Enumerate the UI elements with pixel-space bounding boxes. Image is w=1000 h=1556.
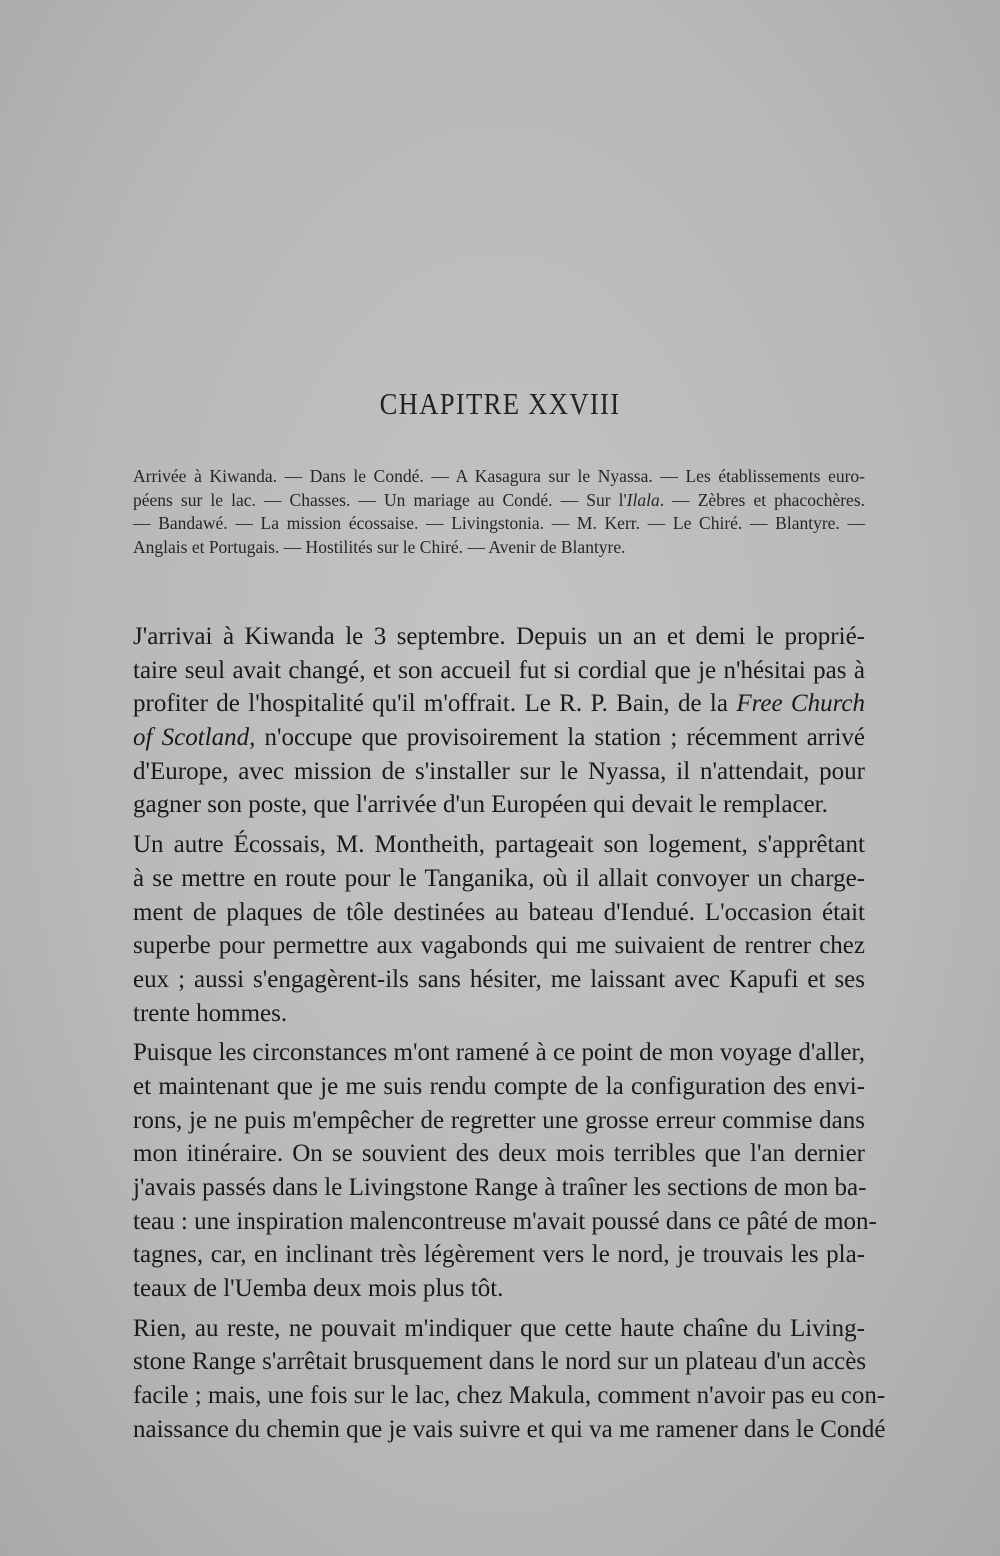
text-line: facile ; mais, une fois sur le lac, chez Makula, comment n'avoir pas eu con- [133, 1382, 886, 1410]
text-line: profiter de l'hospitalité qu'il m'offrait. Le R. P. Bain, de la Free Church [133, 690, 865, 718]
body-text [133, 620, 886, 1447]
text-line: superbe pour permettre aux vagabonds qui me suivaient de rentrer chez [133, 932, 865, 960]
text-line: Puisque les circonstances m'ont ramené à ce point de mon voyage d'aller, [133, 1039, 865, 1067]
text-line: of Scotland, n'occupe que provisoirement la station ; récemment arrivé [133, 724, 865, 752]
paragraph [133, 1036, 877, 1306]
text-line: d'Europe, avec mission de s'installer sur le Nyassa, il n'attendait, pour [133, 757, 865, 785]
text-line: rons, je ne puis m'empêcher de regretter une grosse erreur commise dans [133, 1106, 865, 1134]
text-line: et maintenant que je me suis rendu compte de la configuration des envi- [133, 1072, 865, 1100]
text-line: Rien, au reste, ne pouvait m'indiquer que cette haute chaîne du Living- [133, 1314, 865, 1342]
text-line: teau : une inspiration malencontreuse m'avait poussé dans ce pâté de mon- [133, 1207, 877, 1235]
text-line: tagnes, car, en inclinant très légèrement vers le nord, je trouvais les pla- [133, 1241, 865, 1269]
text-line: stone Range s'arrêtait brusquement dans le nord sur un plateau d'un accès [133, 1348, 867, 1376]
text-line: mon itinéraire. On se souvient des deux mois terribles que l'an dernier [133, 1140, 865, 1168]
summary-line: péens sur le lac. — Chasses. — Un mariage au Condé. — Sur l'Ilala. — Zèbres et phacochères. [133, 489, 866, 510]
chapter-summary [133, 465, 865, 559]
italic-text: of Scotland, [133, 724, 256, 752]
paragraph [133, 1312, 886, 1447]
text-line: eux ; aussi s'engagèrent-ils sans hésiter, me laissant avec Kapufi et ses [133, 965, 865, 993]
text-line: ment de plaques de tôle destinées au bateau d'Iendué. L'occasion était [133, 898, 865, 926]
text-line: Un autre Écossais, M. Montheith, partageait son logement, s'apprêtant [133, 831, 865, 859]
summary-line: Arrivée à Kiwanda. — Dans le Condé. — A Kasagura sur le Nyassa. — Les établissements euro- [133, 466, 865, 486]
text-line: J'arrivai à Kiwanda le 3 septembre. Depuis un an et demi le proprié- [133, 623, 865, 650]
paragraph [133, 620, 865, 822]
paragraph [133, 828, 865, 1030]
italic-text: Ilala [626, 489, 660, 510]
italic-text: Free Church [736, 690, 865, 718]
text-line: taire seul avait changé, et son accueil fut si cordial que je n'hésitai pas à [133, 656, 865, 684]
text-line: j'avais passés dans le Livingstone Range à traîner les sections de mon ba- [133, 1174, 867, 1201]
text-line: gagner son poste, que l'arrivée d'un Européen qui devait le remplacer. [133, 791, 828, 819]
text-line: teaux de l'Uemba deux mois plus tôt. [133, 1275, 504, 1303]
summary-line: — Bandawé. — La mission écossaise. — Livingstonia. — M. Kerr. — Le Chiré. — Blantyre. — [133, 513, 865, 534]
text-line: trente hommes. [133, 999, 288, 1027]
summary-line: Anglais et Portugais. — Hostilités sur le Chiré. — Avenir de Blantyre. [133, 536, 626, 557]
chapter-title: CHAPITRE XXVIII [379, 386, 621, 421]
text-line: à se mettre en route pour le Tanganika, où il allait convoyer un charge- [133, 864, 865, 892]
text-line: naissance du chemin que je vais suivre et qui va me ramener dans le Condé [133, 1415, 886, 1443]
